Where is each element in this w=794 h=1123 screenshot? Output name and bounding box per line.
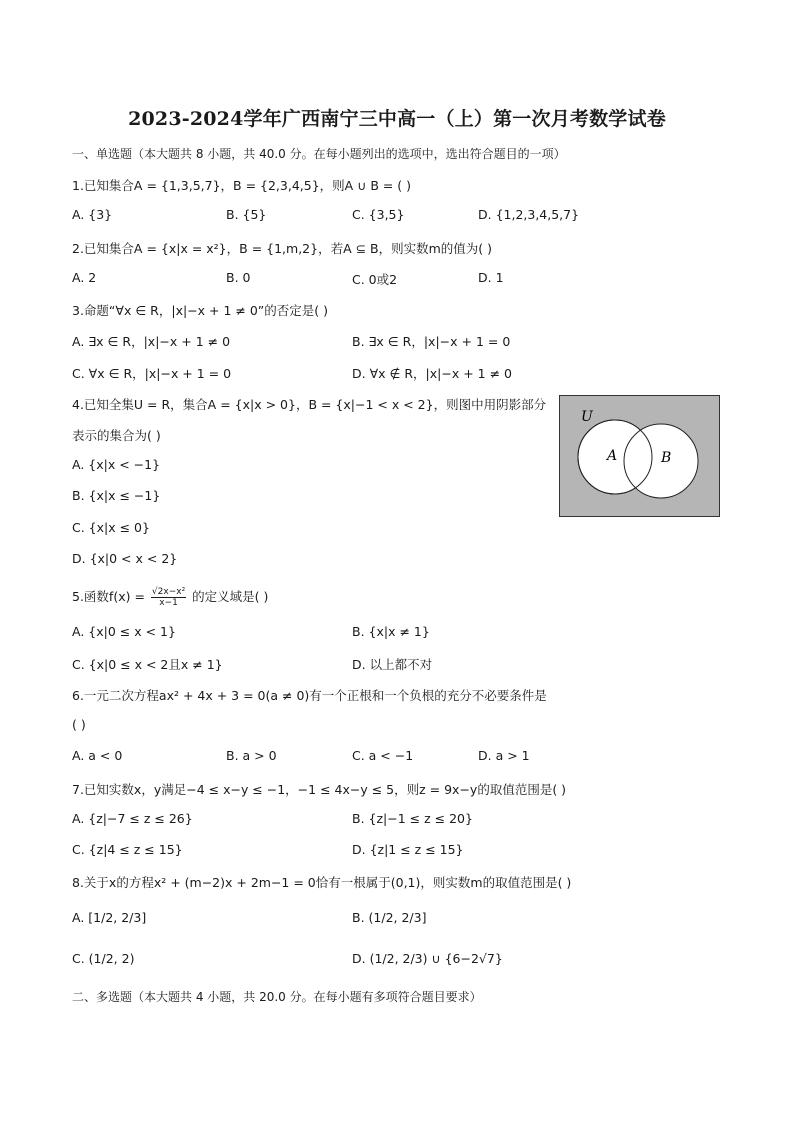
question-2-stem: 2.已知集合A = {x|x = x²}，B = {1,m,2}，若A ⊆ B，则实数m的值为( ) <box>72 241 493 256</box>
question-5-stem-prefix: 5.函数f(x) = <box>72 589 145 604</box>
question-5-option-a[interactable]: A. {x|0 ≤ x < 1} <box>72 624 176 639</box>
question-2-option-a[interactable]: A. 2 <box>72 270 97 285</box>
question-7-option-d[interactable]: D. {z|1 ≤ z ≤ 15} <box>352 842 464 857</box>
question-7-option-c[interactable]: C. {z|4 ≤ z ≤ 15} <box>72 842 183 857</box>
question-6-stem: 6.一元二次方程ax² + 4x + 3 = 0(a ≠ 0)有一个正根和一个负根的充分不必要条件是 <box>72 688 547 703</box>
question-7-option-b[interactable]: B. {z|−1 ≤ z ≤ 20} <box>352 811 473 826</box>
question-1-option-b[interactable]: B. {5} <box>226 207 267 222</box>
question-8-stem: 8.关于x的方程x² + (m−2)x + 2m−1 = 0恰有一根属于(0,1)，则实数m的取值范围是( ) <box>72 875 572 890</box>
question-1-stem: 1.已知集合A = {1,3,5,7}，B = {2,3,4,5}，则A ∪ B = ( ) <box>72 178 412 193</box>
question-4-option-c[interactable]: C. {x|x ≤ 0} <box>72 520 150 535</box>
section-heading-single-choice: 一、单选题（本大题共 8 小题，共 40.0 分。在每小题列出的选项中，选出符合题目的一项） <box>72 147 566 161</box>
question-1-option-c[interactable]: C. {3,5} <box>352 207 405 222</box>
question-7-option-a[interactable]: A. {z|−7 ≤ z ≤ 26} <box>72 811 193 826</box>
question-1-option-a[interactable]: A. {3} <box>72 207 113 222</box>
question-2-option-c[interactable]: C. 0或2 <box>352 272 398 287</box>
question-5-option-b[interactable]: B. {x|x ≠ 1} <box>352 624 430 639</box>
question-5-stem <box>72 587 268 608</box>
question-6-option-d[interactable]: D. a > 1 <box>478 748 530 763</box>
venn-label-a: A <box>607 448 618 464</box>
question-5-option-c[interactable]: C. {x|0 ≤ x < 2且x ≠ 1} <box>72 657 223 672</box>
question-3-option-c[interactable]: C. ∀x ∈ R，|x|−x + 1 = 0 <box>72 366 232 381</box>
question-6-stem-continued: ( ) <box>72 717 86 732</box>
question-1-option-d[interactable]: D. {1,2,3,4,5,7} <box>478 207 580 222</box>
question-3-option-d[interactable]: D. ∀x ∉ R，|x|−x + 1 ≠ 0 <box>352 366 512 381</box>
question-3-option-b[interactable]: B. ∃x ∈ R，|x|−x + 1 = 0 <box>352 334 511 349</box>
question-2-option-b[interactable]: B. 0 <box>226 270 251 285</box>
question-8-option-d[interactable]: D. (1/2, 2/3) ∪ {6−2√7} <box>352 951 503 966</box>
question-8-option-c[interactable]: C. (1/2, 2) <box>72 951 135 966</box>
question-3-stem: 3.命题“∀x ∈ R，|x|−x + 1 ≠ 0”的否定是( ) <box>72 303 329 318</box>
question-6-option-c[interactable]: C. a < −1 <box>352 748 414 763</box>
question-6-option-a[interactable]: A. a < 0 <box>72 748 123 763</box>
venn-label-u: U <box>581 409 593 425</box>
question-8-option-b[interactable]: B. (1/2, 2/3] <box>352 910 427 925</box>
question-5-option-d[interactable]: D. 以上都不对 <box>352 657 433 672</box>
question-2-option-d[interactable]: D. 1 <box>478 270 504 285</box>
question-5-stem-suffix: 的定义域是( ) <box>192 589 269 604</box>
section-heading-multiple-choice: 二、多选题（本大题共 4 小题，共 20.0 分。在每小题有多项符合题目要求） <box>72 990 482 1004</box>
question-4-option-d[interactable]: D. {x|0 < x < 2} <box>72 551 178 566</box>
question-8-option-a[interactable]: A. [1/2, 2/3] <box>72 910 147 925</box>
question-5-fraction-denominator: x−1 <box>159 598 178 608</box>
question-7-stem: 7.已知实数x，y满足−4 ≤ x−y ≤ −1，−1 ≤ 4x−y ≤ 5，则z = 9x−y的取值范围是( ) <box>72 782 567 797</box>
question-4-option-a[interactable]: A. {x|x < −1} <box>72 457 161 472</box>
question-4-stem-continued: 表示的集合为( ) <box>72 428 161 443</box>
question-3-option-a[interactable]: A. ∃x ∈ R，|x|−x + 1 ≠ 0 <box>72 334 231 349</box>
question-6-option-b[interactable]: B. a > 0 <box>226 748 277 763</box>
question-4-stem: 4.已知全集U = R，集合A = {x|x > 0}，B = {x|−1 < x < 2}，则图中用阴影部分 <box>72 397 547 412</box>
venn-label-b: B <box>661 450 672 466</box>
question-5-fraction-numerator: √2x−x² <box>151 587 186 597</box>
page-title: 2023-2024学年广西南宁三中高一（上）第一次月考数学试卷 <box>128 108 666 130</box>
question-5-fraction <box>151 587 186 608</box>
question-4-option-b[interactable]: B. {x|x ≤ −1} <box>72 488 161 503</box>
venn-diagram <box>559 395 720 517</box>
